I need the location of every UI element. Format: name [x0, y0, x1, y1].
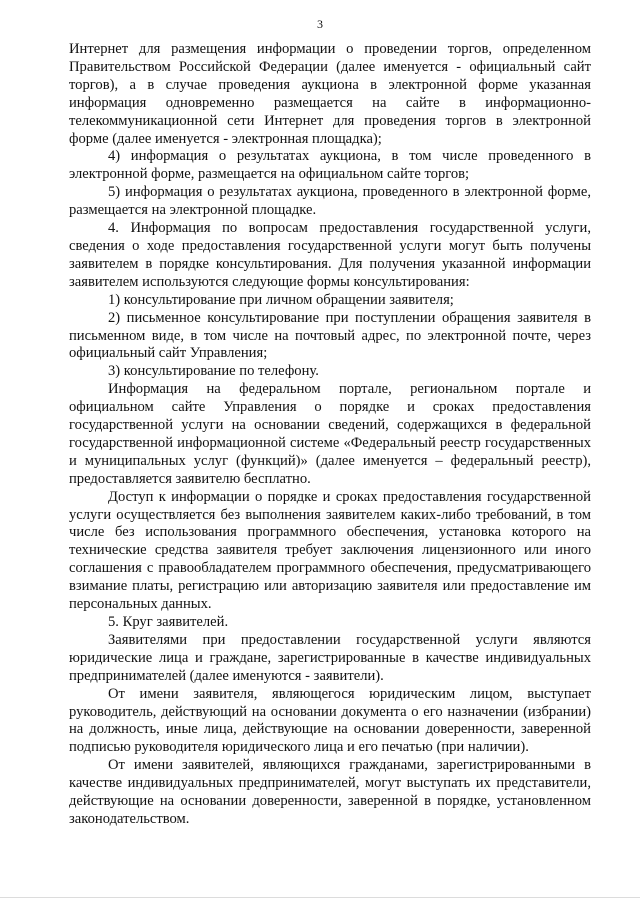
section-heading: 5. Круг заявителей.	[108, 614, 229, 630]
paragraph: От имени заявителя, являющегося юридическим лицом, выступает руководитель, действующий на основании документа о его назначении (избрании) на должность, иные лица, действующие на основании доверенности, заверенной подписью руководителя юридического лица и его печатью (при наличии).	[69, 685, 591, 756]
paragraph: 4. Информация по вопросам предоставления государственной услуги, сведения о ходе предоставления государственной услуги могут быть получены заявителем в порядке консультирования. Для получения указанной информации заявителем используются следующие формы консультирования:	[69, 220, 591, 290]
paragraph: Интернет для размещения информации о проведении торгов, определенном Правительством Российской Федерации (далее именуется - официальный сайт торгов), а в случае проведения аукциона в электронной форме указанная информация одновременно размещается на сайте в информационно-телекоммуникационной сети Интернет для проведения торгов в электронной форме (далее именуется - электронная площадка);	[69, 41, 591, 147]
paragraph: Заявителями при предоставлении государственной услуги являются юридические лица и граждане, зарегистрированные в качестве индивидуальных предпринимателей (далее именуются - заявители).	[69, 631, 591, 684]
document-body	[69, 41, 591, 829]
paragraph: 4) информация о результатах аукциона, в том числе проведенного в электронной форме, размещается на официальном сайте торгов;	[69, 148, 591, 183]
footer-divider	[0, 897, 640, 898]
page-number: 3	[317, 17, 323, 31]
paragraph: Доступ к информации о порядке и сроках предоставления государственной услуги осуществляется без выполнения заявителем каких-либо требований, в том числе без использования программного обеспечения, установка которого на технические средства заявителя требует заключения лицензионного или иного соглашения с правообладателем программного обеспечения, предусматривающего взимание платы, регистрацию или авторизацию заявителя или предоставление им персональных данных.	[69, 488, 591, 613]
paragraph: 1) консультирование при личном обращении заявителя;	[108, 291, 454, 308]
paragraph: От имени заявителей, являющихся гражданами, зарегистрированными в качестве индивидуальных предпринимателей, могут выступать их представители, действующие на основании доверенности, заверенной в порядке, установленном законодательством.	[69, 757, 591, 827]
paragraph: Информация на федеральном портале, региональном портале и официальном сайте Управления о порядке и сроках предоставления государственной услуги на основании сведений, содержащихся в федеральной государственной информационной системе «Федеральный реестр государственных и муниципальных услуг (функций)» (далее именуется – федеральный реестр), предоставляется заявителю бесплатно.	[69, 381, 591, 487]
paragraph: 3) консультирование по телефону.	[108, 363, 319, 380]
paragraph: 2) письменное консультирование при поступлении обращения заявителя в письменном виде, в том числе на почтовый адрес, по электронной почте, через официальный сайт Управления;	[69, 309, 591, 362]
paragraph: 5) информация о результатах аукциона, проведенного в электронной форме, размещается на электронной площадке.	[69, 184, 591, 219]
